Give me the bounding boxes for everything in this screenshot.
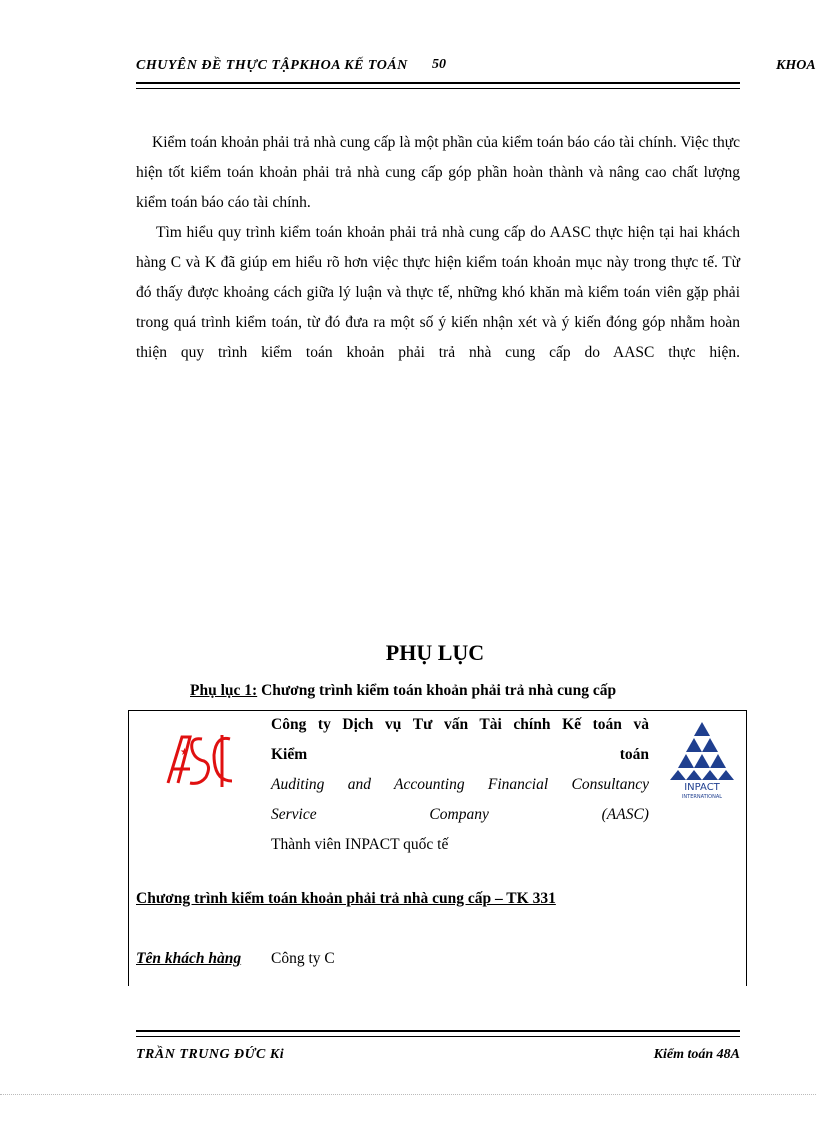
- footer-divider: [136, 1030, 740, 1037]
- svg-text:★: ★: [180, 747, 189, 758]
- appendix-subtitle-text: Chương trình kiểm toán khoản phải trả nhà cung cấp: [257, 682, 617, 699]
- company-name-en-2: [271, 800, 649, 830]
- inpact-logo-text: INPACT: [684, 782, 720, 793]
- client-value: Công ty C: [271, 950, 335, 967]
- company-en-word-aasc: (AASC): [601, 806, 649, 823]
- header-divider: [136, 82, 740, 89]
- company-en-word-service: Service: [271, 806, 317, 823]
- page-number: 50: [432, 57, 446, 72]
- client-label: Tên khách hàng: [136, 950, 242, 967]
- footer-author: TRẦN TRUNG ĐỨC Ki: [136, 1047, 285, 1062]
- company-name-en-1: Auditing and Accounting Financial Consultancy: [271, 776, 649, 793]
- company-en-word-company: Company: [429, 806, 489, 823]
- appendix-subtitle: [190, 682, 616, 700]
- body-paragraph-2: Tìm hiểu quy trình kiểm toán khoản phải trả nhà cung cấp do AASC thực hiện tại hai khách hàng C và K đã giúp em hiểu rõ hơn việc thực hiện kiểm toán khoản mục này trong thực tế. Từ đó thấy được khoảng cách giữa lý luận và thực tế, những khó khăn mà kiểm toán viên gặp phải trong quá trình kiểm toán, từ đó đưa ra một số ý kiến nhận xét và ý kiến đóng góp nhằm hoàn thiện quy trình kiểm toán khoản phải trả nhà cung cấp do AASC thực hiện.: [136, 224, 740, 361]
- company-member: Thành viên INPACT quốc tế: [271, 836, 449, 853]
- company-word-toan: toán: [619, 746, 649, 763]
- header-right: KHOA: [776, 58, 816, 73]
- aasc-logo: [160, 725, 240, 795]
- footer-class: Kiểm toán 48A: [653, 1047, 740, 1062]
- inpact-logo-subtext: INTERNATIONAL: [681, 794, 723, 800]
- appendix-title: PHỤ LỤC: [385, 640, 485, 665]
- appendix-subtitle-label: Phụ lục 1:: [190, 682, 258, 699]
- company-name-vn-1: Công ty Dịch vụ Tư vấn Tài chính Kế toán và: [271, 716, 649, 733]
- body-paragraph-1: Kiểm toán khoản phải trả nhà cung cấp là một phần của kiểm toán báo cáo tài chính. Việc thực hiện tốt kiểm toán khoản phải trả nhà cung cấp góp phần hoàn thành và nâng cao chất lượng kiểm toán báo cáo tài chính.: [136, 134, 740, 211]
- program-title: Chương trình kiểm toán khoản phải trả nhà cung cấp – TK 331: [136, 890, 556, 907]
- company-name-vn-2: [271, 740, 649, 770]
- inpact-logo: [666, 720, 738, 800]
- header-title: CHUYÊN ĐỀ THỰC TẬPKHOA KẾ TOÁN: [136, 58, 408, 73]
- page-edge-line: [0, 1094, 816, 1095]
- company-word-kiem: Kiểm: [271, 746, 308, 763]
